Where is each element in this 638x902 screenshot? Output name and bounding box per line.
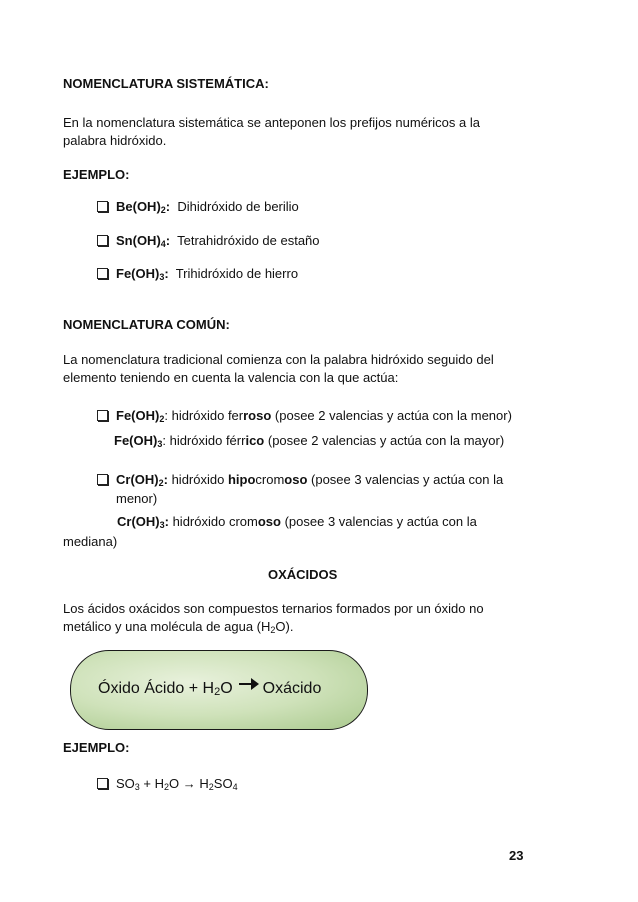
checkbox-bullet-icon (97, 235, 108, 246)
list-item: $Fe(OH)_2$: hidróxido ferroso (posee 2 valencias y actúa con la menor) (97, 408, 512, 423)
paragraph-sistematica-line1: En la nomenclatura sistemática se anteponen los prefijos numéricos a la (63, 115, 480, 130)
list-item-continuation: menor) (116, 491, 158, 506)
checkbox-bullet-icon (97, 474, 108, 485)
paragraph-sistematica-line2: palabra hidróxido. (63, 133, 167, 148)
paragraph-oxacidos-line2: metálico y una molécula de agua $(H_2O)$. (63, 619, 294, 635)
list-item: $Sn(OH)_4$: Tetrahidróxido de estaño (97, 233, 320, 248)
paragraph-comun-line2: elemento teniendo en cuenta la valencia con la que actúa: (63, 370, 399, 385)
reaction-equation: Óxido Ácido + $H_2O$ Oxácido (98, 680, 322, 698)
ejemplo-label-2: EJEMPLO: (63, 740, 130, 755)
paragraph-comun-line1: La nomenclatura tradicional comienza con la palabra hidróxido seguido del (63, 352, 494, 367)
checkbox-bullet-icon (97, 410, 108, 421)
list-item: $Be(OH)_2$: Dihidróxido de berilio (97, 199, 299, 214)
list-item: $Cr(OH)_3$: hidróxido cromoso (posee 3 valencias y actúa con la (117, 514, 477, 530)
checkbox-bullet-icon (97, 778, 108, 789)
list-item: $Cr(OH)_2$: hidróxido hipocromoso (posee 3 valencias y actúa con la (97, 472, 503, 487)
ejemplo-label-1: EJEMPLO: (63, 167, 130, 182)
list-item: $Fe(OH)_3$: Trihidróxido de hierro (97, 266, 298, 281)
heading-comun: NOMENCLATURA COMÚN: (63, 317, 230, 332)
checkbox-bullet-icon (97, 201, 108, 212)
arrow-right-icon (239, 678, 259, 690)
page-number: 23 (509, 848, 524, 863)
checkbox-bullet-icon (97, 268, 108, 279)
heading-oxacidos: OXÁCIDOS (268, 567, 338, 582)
list-item-continuation: mediana) (63, 534, 118, 549)
heading-sistematica: NOMENCLATURA SISTEMÁTICA: (63, 76, 269, 91)
paragraph-oxacidos-line1: Los ácidos oxácidos son compuestos ternarios formados por un óxido no (63, 601, 484, 616)
list-item: $Fe(OH)_3$: hidróxido férrico (posee 2 valencias y actúa con la mayor) (114, 433, 505, 449)
list-item: $SO_3 + H_2O \to H_2SO_4$ (97, 776, 238, 791)
